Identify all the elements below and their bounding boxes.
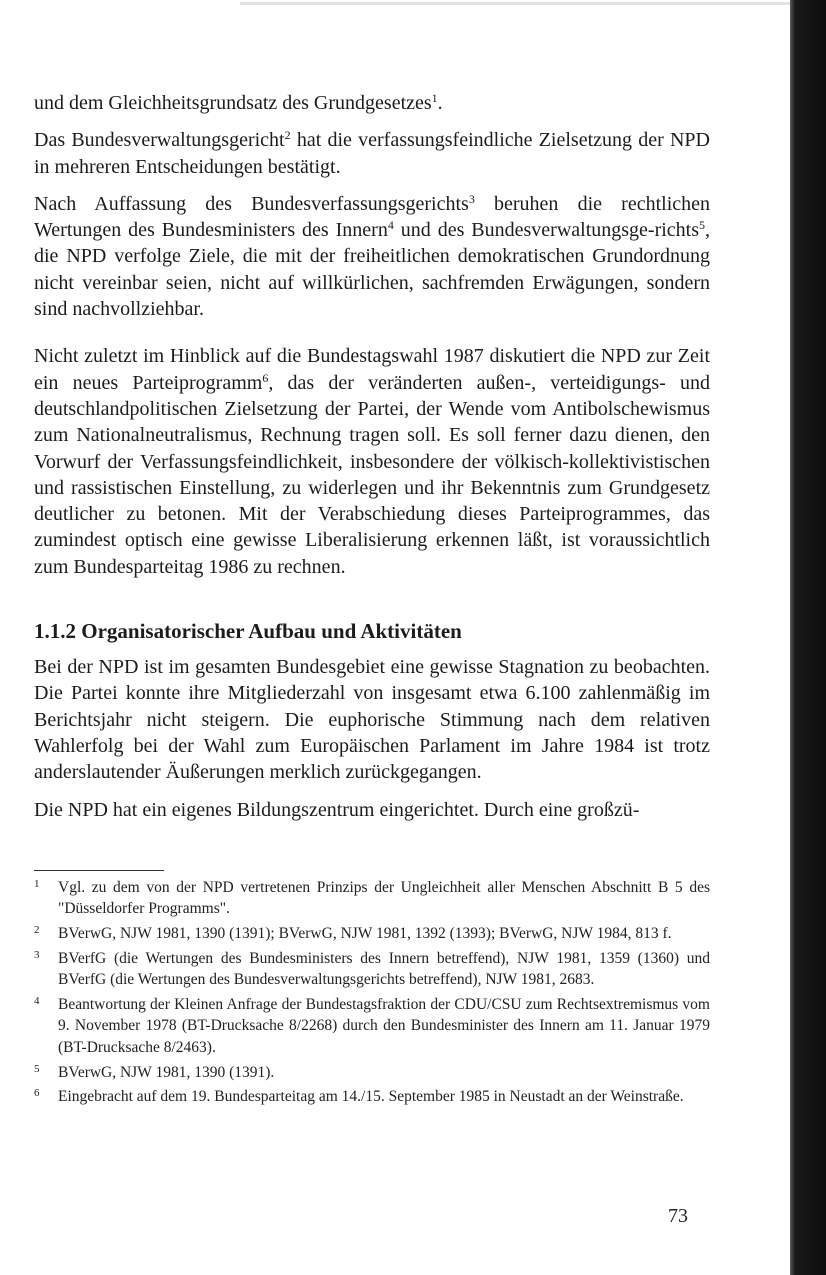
footnote-text: Vgl. zu dem von der NPD vertretenen Prinzips der Ungleichheit aller Menschen Abschnitt B 5 des "Düsseldorfer Programms". [58,878,710,918]
footnote-ref-6[interactable]: 6 [262,370,269,385]
paragraph-4 [34,343,710,580]
footnote [34,948,710,991]
footnote-text: BVerwG, NJW 1981, 1390 (1391). [58,1063,275,1081]
paragraph-2 [34,127,710,180]
paragraph-text: hat die verfassungsfeindliche Zielsetzung der NPD in mehreren Entscheidungen bestätigt. [34,129,710,178]
footnote-ref-3[interactable]: 3 [468,191,475,206]
paragraph-text: . [437,92,443,114]
footnote-ref-5[interactable]: 5 [699,218,706,233]
paragraph-text: , das der veränderten außen-, verteidigungs- und deutschlandpolitischen Zielsetzung der Partei, der Wende vom Antibolschewismus zum Nationalneutralismus, Rechnung tragen soll. Es soll ferner dazu dienen, den Vorwurf der Verfassungsfeindlichkeit, insbesondere der völkisch-kollektivistischen und rassistischen Einstellung, zu widerlegen und ihr Bekenntnis zum Grundgesetz deutlicher zu betonen. Mit der Verabschiedung dieses Parteiprogrammes, das zumindest optisch eine gewisse Liberalisierung erkennen läßt, ist voraussichtlich zum Bundesparteitag 1986 zu rechnen. [34,371,710,578]
footnote [34,1086,710,1108]
footnote-text: Beantwortung der Kleinen Anfrage der Bundestagsfraktion der CDU/CSU zum Rechtsextremismus vom 9. November 1978 (BT-Drucksache 8/2268) durch den Bundesminister des Innern am 11. Januar 1979 (BT-Drucksache 8/2463). [58,995,710,1056]
footnote [34,877,710,920]
footnote-number: 1 [34,877,40,890]
footnote-ref-4[interactable]: 4 [387,218,394,233]
paragraph-6: Die NPD hat ein eigenes Bildungszentrum eingerichtet. Durch eine großzü- [34,798,640,821]
footnote-number: 3 [34,948,40,961]
footnote-number: 6 [34,1087,40,1100]
paragraph-text: Nicht zuletzt im Hinblick auf die Bundestagswahl 1987 diskutiert die NPD zur Zeit ein neues Parteiprogramm [34,345,710,394]
paragraph-text: Nach Auffassung des Bundesverfassungsgerichts [34,192,469,215]
footnote-ref-2[interactable]: 2 [284,128,291,143]
footnote [34,994,710,1059]
book-spine-shadow [790,0,826,1275]
footnote-number: 5 [34,1062,40,1075]
footnote-text: BVerfG (die Wertungen des Bundesministers des Innern betreffend), NJW 1981, 1359 (1360) und BVerfG (die Wertungen des Bundesverwaltungsgerichts betreffend), NJW 1981, 2683. [58,949,710,989]
page-top-edge [240,2,800,5]
paragraph-1 [34,90,710,116]
page-number: 73 [668,1205,688,1227]
paragraph-text: beruhen die rechtlichen Wertungen des Bundesministers des Innern [34,192,710,242]
paragraph-text: , die NPD verfolge Ziele, die mit der freiheitlichen demokratischen Grundordnung nicht vereinbar seien, nicht auf willkürlichen, sachfremden Erwägungen, sondern sind nachvollziehbar. [34,219,711,321]
footnote-text: BVerwG, NJW 1981, 1390 (1391); BVerwG, NJW 1981, 1392 (1393); BVerwG, NJW 1984, 813 f. [58,925,672,943]
paragraph-3 [34,191,710,322]
footnote-list [34,877,710,1108]
paragraph-text: Das Bundesverwaltungsgericht [34,129,285,152]
footnote-number: 2 [34,924,40,937]
paragraph-5: Bei der NPD ist im gesamten Bundesgebiet eine gewisse Stagnation zu beobachten. Die Partei konnte ihre Mitgliederzahl von insgesamt etwa 6.100 zahlenmäßig im Berichtsjahr nicht steigern. Die euphorische Stimmung nach dem relativen Wahlerfolg bei der Wahl zum Europäischen Parlament im Jahre 1984 ist trotz anderslautender Äußerungen merklich zurückgegangen. [34,656,710,784]
paragraph-text: und des Bundesverwaltungsge-richts [393,219,700,242]
footnote-divider [34,870,164,871]
paragraph-text: und dem Gleichheitsgrundsatz des Grundgesetzes [34,92,432,114]
footnote [34,1062,710,1084]
footnote-text: Eingebracht auf dem 19. Bundesparteitag am 14./15. September 1985 in Neustadt an der Weinstraße. [58,1088,684,1106]
document-page [34,90,710,1111]
section-heading: 1.1.2 Organisatorischer Aufbau und Aktivitäten [34,619,462,644]
footnote-ref-1[interactable]: 1 [431,91,438,105]
footnote-number: 4 [34,994,40,1007]
footnote [34,923,710,945]
